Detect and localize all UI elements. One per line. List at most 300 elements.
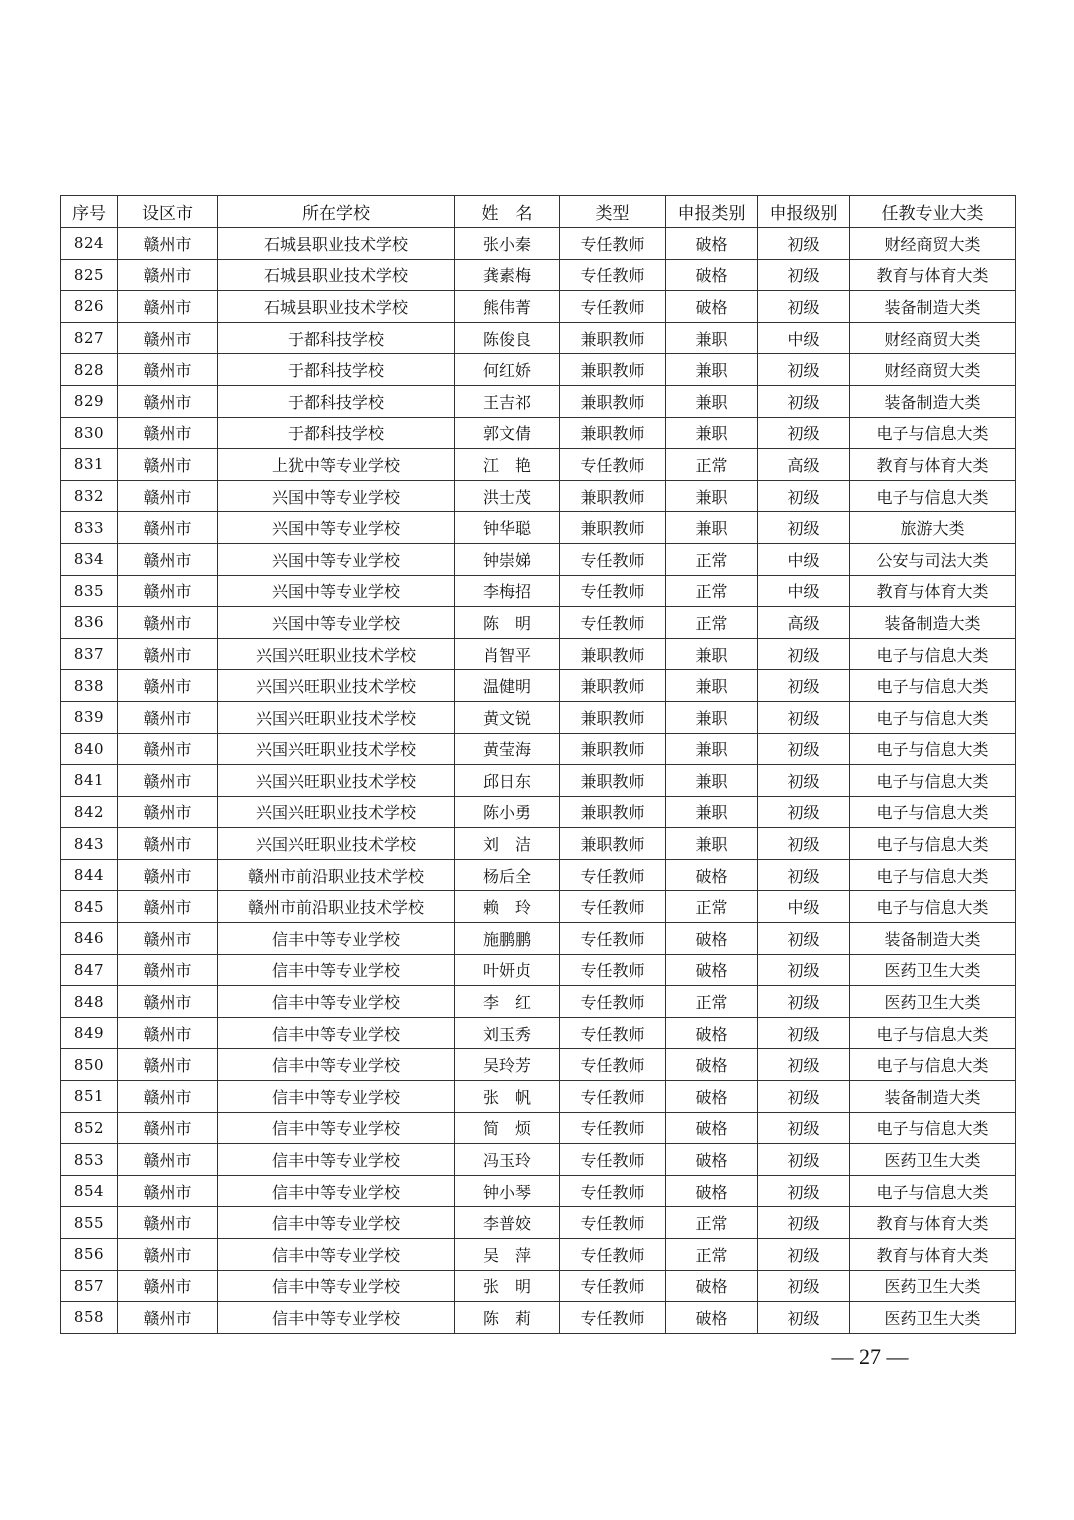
cell-school: 兴国中等专业学校 — [218, 480, 455, 512]
cell-city: 赣州市 — [118, 1270, 218, 1302]
cell-index: 835 — [61, 575, 118, 607]
header-cell-city: 设区市 — [118, 196, 218, 228]
cell-school: 于都科技学校 — [218, 385, 455, 417]
table-row — [61, 986, 1016, 1018]
cell-type: 专任教师 — [560, 1175, 666, 1207]
cell-type: 专任教师 — [560, 607, 666, 639]
cell-index: 838 — [61, 670, 118, 702]
table-row — [61, 385, 1016, 417]
cell-category: 兼职 — [666, 354, 758, 386]
cell-type: 专任教师 — [560, 1207, 666, 1239]
cell-school: 信丰中等专业学校 — [218, 1302, 455, 1334]
table-row — [61, 1017, 1016, 1049]
cell-major: 教育与体育大类 — [850, 575, 1016, 607]
cell-category: 破格 — [666, 1049, 758, 1081]
cell-city: 赣州市 — [118, 954, 218, 986]
cell-category: 正常 — [666, 986, 758, 1018]
cell-type: 兼职教师 — [560, 417, 666, 449]
cell-name: 黄莹海 — [455, 733, 560, 765]
cell-level: 初级 — [758, 259, 850, 291]
cell-name: 黄文锐 — [455, 701, 560, 733]
cell-type: 专任教师 — [560, 891, 666, 923]
cell-major: 装备制造大类 — [850, 1081, 1016, 1113]
cell-school: 信丰中等专业学校 — [218, 1081, 455, 1113]
cell-school: 于都科技学校 — [218, 354, 455, 386]
cell-school: 上犹中等专业学校 — [218, 449, 455, 481]
cell-name: 李梅招 — [455, 575, 560, 607]
cell-index: 827 — [61, 322, 118, 354]
cell-index: 842 — [61, 796, 118, 828]
cell-major: 电子与信息大类 — [850, 1017, 1016, 1049]
cell-level: 初级 — [758, 385, 850, 417]
table-row — [61, 322, 1016, 354]
cell-type: 专任教师 — [560, 543, 666, 575]
cell-level: 初级 — [758, 701, 850, 733]
cell-city: 赣州市 — [118, 986, 218, 1018]
cell-level: 初级 — [758, 796, 850, 828]
cell-type: 兼职教师 — [560, 354, 666, 386]
cell-level: 初级 — [758, 480, 850, 512]
cell-category: 兼职 — [666, 417, 758, 449]
cell-index: 847 — [61, 954, 118, 986]
cell-level: 初级 — [758, 1081, 850, 1113]
cell-major: 电子与信息大类 — [850, 1175, 1016, 1207]
table-body — [61, 228, 1016, 1334]
cell-type: 专任教师 — [560, 228, 666, 260]
cell-major: 教育与体育大类 — [850, 1239, 1016, 1271]
cell-index: 854 — [61, 1175, 118, 1207]
cell-level: 初级 — [758, 670, 850, 702]
cell-city: 赣州市 — [118, 259, 218, 291]
cell-category: 兼职 — [666, 701, 758, 733]
cell-level: 高级 — [758, 607, 850, 639]
cell-level: 初级 — [758, 228, 850, 260]
cell-school: 兴国兴旺职业技术学校 — [218, 638, 455, 670]
cell-name: 李普姣 — [455, 1207, 560, 1239]
cell-category: 兼职 — [666, 670, 758, 702]
table-row — [61, 701, 1016, 733]
header-cell-name: 姓 名 — [455, 196, 560, 228]
header-cell-level: 申报级别 — [758, 196, 850, 228]
table-row — [61, 543, 1016, 575]
cell-major: 电子与信息大类 — [850, 859, 1016, 891]
table-row — [61, 1144, 1016, 1176]
cell-school: 信丰中等专业学校 — [218, 1239, 455, 1271]
cell-city: 赣州市 — [118, 765, 218, 797]
cell-name: 肖智平 — [455, 638, 560, 670]
cell-index: 836 — [61, 607, 118, 639]
cell-level: 初级 — [758, 954, 850, 986]
cell-type: 专任教师 — [560, 1017, 666, 1049]
cell-major: 财经商贸大类 — [850, 322, 1016, 354]
cell-major: 电子与信息大类 — [850, 733, 1016, 765]
cell-index: 831 — [61, 449, 118, 481]
cell-city: 赣州市 — [118, 1239, 218, 1271]
cell-category: 正常 — [666, 449, 758, 481]
cell-level: 初级 — [758, 1049, 850, 1081]
cell-index: 846 — [61, 923, 118, 955]
cell-school: 兴国中等专业学校 — [218, 543, 455, 575]
table-row — [61, 828, 1016, 860]
cell-school: 于都科技学校 — [218, 417, 455, 449]
cell-category: 正常 — [666, 607, 758, 639]
cell-city: 赣州市 — [118, 796, 218, 828]
cell-school: 兴国兴旺职业技术学校 — [218, 670, 455, 702]
cell-index: 825 — [61, 259, 118, 291]
cell-index: 848 — [61, 986, 118, 1018]
cell-level: 初级 — [758, 1207, 850, 1239]
cell-city: 赣州市 — [118, 1175, 218, 1207]
cell-level: 初级 — [758, 733, 850, 765]
cell-level: 初级 — [758, 828, 850, 860]
cell-type: 专任教师 — [560, 1081, 666, 1113]
cell-index: 824 — [61, 228, 118, 260]
table-row — [61, 891, 1016, 923]
cell-level: 中级 — [758, 575, 850, 607]
cell-city: 赣州市 — [118, 859, 218, 891]
cell-school: 赣州市前沿职业技术学校 — [218, 891, 455, 923]
cell-category: 正常 — [666, 891, 758, 923]
cell-category: 正常 — [666, 1207, 758, 1239]
cell-city: 赣州市 — [118, 733, 218, 765]
cell-level: 初级 — [758, 986, 850, 1018]
table-header-row — [61, 196, 1016, 228]
cell-school: 赣州市前沿职业技术学校 — [218, 859, 455, 891]
cell-school: 兴国中等专业学校 — [218, 607, 455, 639]
cell-name: 简 烦 — [455, 1112, 560, 1144]
cell-index: 853 — [61, 1144, 118, 1176]
cell-school: 信丰中等专业学校 — [218, 1144, 455, 1176]
cell-level: 初级 — [758, 765, 850, 797]
cell-category: 兼职 — [666, 480, 758, 512]
cell-city: 赣州市 — [118, 1017, 218, 1049]
table-row — [61, 670, 1016, 702]
table-row — [61, 480, 1016, 512]
cell-major: 电子与信息大类 — [850, 670, 1016, 702]
cell-type: 兼职教师 — [560, 512, 666, 544]
cell-level: 初级 — [758, 1239, 850, 1271]
cell-category: 破格 — [666, 1175, 758, 1207]
cell-index: 858 — [61, 1302, 118, 1334]
cell-major: 医药卫生大类 — [850, 1144, 1016, 1176]
cell-major: 装备制造大类 — [850, 291, 1016, 323]
table-row — [61, 259, 1016, 291]
cell-category: 破格 — [666, 954, 758, 986]
cell-school: 信丰中等专业学校 — [218, 986, 455, 1018]
cell-level: 初级 — [758, 354, 850, 386]
cell-category: 破格 — [666, 1302, 758, 1334]
cell-level: 初级 — [758, 638, 850, 670]
cell-category: 破格 — [666, 259, 758, 291]
table-row — [61, 417, 1016, 449]
cell-city: 赣州市 — [118, 1144, 218, 1176]
cell-city: 赣州市 — [118, 385, 218, 417]
cell-name: 刘 洁 — [455, 828, 560, 860]
cell-index: 855 — [61, 1207, 118, 1239]
cell-name: 叶妍贞 — [455, 954, 560, 986]
cell-school: 信丰中等专业学校 — [218, 1049, 455, 1081]
cell-level: 初级 — [758, 859, 850, 891]
cell-city: 赣州市 — [118, 670, 218, 702]
cell-name: 陈 莉 — [455, 1302, 560, 1334]
cell-level: 初级 — [758, 1302, 850, 1334]
cell-school: 兴国兴旺职业技术学校 — [218, 765, 455, 797]
table-row — [61, 1302, 1016, 1334]
cell-index: 839 — [61, 701, 118, 733]
cell-name: 龚素梅 — [455, 259, 560, 291]
cell-type: 专任教师 — [560, 954, 666, 986]
cell-city: 赣州市 — [118, 607, 218, 639]
cell-level: 中级 — [758, 543, 850, 575]
cell-category: 兼职 — [666, 638, 758, 670]
table-row — [61, 607, 1016, 639]
cell-school: 兴国兴旺职业技术学校 — [218, 828, 455, 860]
cell-major: 电子与信息大类 — [850, 765, 1016, 797]
table-row — [61, 449, 1016, 481]
cell-school: 信丰中等专业学校 — [218, 1207, 455, 1239]
cell-category: 兼职 — [666, 828, 758, 860]
cell-index: 845 — [61, 891, 118, 923]
cell-index: 830 — [61, 417, 118, 449]
cell-type: 专任教师 — [560, 259, 666, 291]
cell-type: 专任教师 — [560, 1049, 666, 1081]
cell-city: 赣州市 — [118, 354, 218, 386]
cell-city: 赣州市 — [118, 575, 218, 607]
cell-city: 赣州市 — [118, 543, 218, 575]
cell-major: 电子与信息大类 — [850, 417, 1016, 449]
cell-index: 850 — [61, 1049, 118, 1081]
table-row — [61, 638, 1016, 670]
cell-index: 851 — [61, 1081, 118, 1113]
cell-name: 陈 明 — [455, 607, 560, 639]
header-cell-index: 序号 — [61, 196, 118, 228]
cell-type: 兼职教师 — [560, 701, 666, 733]
cell-name: 赖 玲 — [455, 891, 560, 923]
cell-city: 赣州市 — [118, 228, 218, 260]
cell-major: 医药卫生大类 — [850, 1302, 1016, 1334]
table-row — [61, 1239, 1016, 1271]
cell-major: 财经商贸大类 — [850, 228, 1016, 260]
cell-category: 破格 — [666, 859, 758, 891]
cell-city: 赣州市 — [118, 322, 218, 354]
cell-name: 钟崇娣 — [455, 543, 560, 575]
cell-school: 信丰中等专业学校 — [218, 923, 455, 955]
cell-name: 李 红 — [455, 986, 560, 1018]
cell-school: 信丰中等专业学校 — [218, 954, 455, 986]
cell-index: 828 — [61, 354, 118, 386]
cell-city: 赣州市 — [118, 1112, 218, 1144]
cell-name: 洪士茂 — [455, 480, 560, 512]
cell-category: 正常 — [666, 575, 758, 607]
cell-category: 兼职 — [666, 322, 758, 354]
cell-level: 初级 — [758, 1270, 850, 1302]
cell-type: 兼职教师 — [560, 733, 666, 765]
cell-name: 张 明 — [455, 1270, 560, 1302]
cell-type: 专任教师 — [560, 1144, 666, 1176]
cell-index: 852 — [61, 1112, 118, 1144]
cell-category: 兼职 — [666, 796, 758, 828]
cell-school: 石城县职业技术学校 — [218, 291, 455, 323]
cell-level: 初级 — [758, 1144, 850, 1176]
cell-city: 赣州市 — [118, 1207, 218, 1239]
cell-level: 初级 — [758, 512, 850, 544]
cell-category: 正常 — [666, 543, 758, 575]
cell-index: 856 — [61, 1239, 118, 1271]
cell-major: 公安与司法大类 — [850, 543, 1016, 575]
cell-name: 温健明 — [455, 670, 560, 702]
cell-type: 专任教师 — [560, 1302, 666, 1334]
cell-type: 兼职教师 — [560, 480, 666, 512]
cell-major: 电子与信息大类 — [850, 480, 1016, 512]
cell-school: 石城县职业技术学校 — [218, 259, 455, 291]
cell-name: 吴玲芳 — [455, 1049, 560, 1081]
cell-name: 陈小勇 — [455, 796, 560, 828]
cell-name: 刘玉秀 — [455, 1017, 560, 1049]
header-cell-major: 任教专业大类 — [850, 196, 1016, 228]
cell-school: 石城县职业技术学校 — [218, 228, 455, 260]
cell-type: 专任教师 — [560, 986, 666, 1018]
cell-category: 破格 — [666, 1270, 758, 1302]
table-row — [61, 1112, 1016, 1144]
cell-category: 破格 — [666, 291, 758, 323]
cell-school: 信丰中等专业学校 — [218, 1017, 455, 1049]
table-row — [61, 954, 1016, 986]
cell-city: 赣州市 — [118, 1081, 218, 1113]
cell-school: 信丰中等专业学校 — [218, 1112, 455, 1144]
cell-category: 破格 — [666, 1112, 758, 1144]
cell-type: 兼职教师 — [560, 828, 666, 860]
cell-type: 兼职教师 — [560, 765, 666, 797]
table-row — [61, 1270, 1016, 1302]
cell-level: 中级 — [758, 891, 850, 923]
cell-category: 兼职 — [666, 765, 758, 797]
cell-type: 专任教师 — [560, 1112, 666, 1144]
cell-major: 电子与信息大类 — [850, 828, 1016, 860]
cell-category: 兼职 — [666, 385, 758, 417]
cell-major: 装备制造大类 — [850, 385, 1016, 417]
cell-index: 857 — [61, 1270, 118, 1302]
cell-school: 兴国中等专业学校 — [218, 575, 455, 607]
cell-major: 医药卫生大类 — [850, 986, 1016, 1018]
cell-name: 张 帆 — [455, 1081, 560, 1113]
cell-major: 电子与信息大类 — [850, 701, 1016, 733]
cell-name: 冯玉玲 — [455, 1144, 560, 1176]
cell-name: 张小秦 — [455, 228, 560, 260]
cell-major: 电子与信息大类 — [850, 1112, 1016, 1144]
table-row — [61, 1049, 1016, 1081]
cell-level: 初级 — [758, 923, 850, 955]
cell-type: 兼职教师 — [560, 796, 666, 828]
table-row — [61, 923, 1016, 955]
cell-level: 初级 — [758, 1112, 850, 1144]
cell-category: 破格 — [666, 1144, 758, 1176]
cell-school: 兴国兴旺职业技术学校 — [218, 733, 455, 765]
header-cell-type: 类型 — [560, 196, 666, 228]
table-row — [61, 1175, 1016, 1207]
cell-major: 医药卫生大类 — [850, 954, 1016, 986]
cell-name: 邱日东 — [455, 765, 560, 797]
cell-city: 赣州市 — [118, 1049, 218, 1081]
cell-index: 834 — [61, 543, 118, 575]
cell-index: 826 — [61, 291, 118, 323]
table-row — [61, 859, 1016, 891]
cell-city: 赣州市 — [118, 480, 218, 512]
cell-type: 兼职教师 — [560, 670, 666, 702]
cell-category: 破格 — [666, 228, 758, 260]
cell-name: 吴 萍 — [455, 1239, 560, 1271]
cell-category: 兼职 — [666, 733, 758, 765]
table-row — [61, 765, 1016, 797]
table-row — [61, 575, 1016, 607]
cell-major: 教育与体育大类 — [850, 449, 1016, 481]
cell-level: 中级 — [758, 322, 850, 354]
table-row — [61, 733, 1016, 765]
cell-school: 于都科技学校 — [218, 322, 455, 354]
cell-name: 王吉祁 — [455, 385, 560, 417]
table-row — [61, 228, 1016, 260]
cell-index: 833 — [61, 512, 118, 544]
table-row — [61, 291, 1016, 323]
cell-major: 财经商贸大类 — [850, 354, 1016, 386]
cell-school: 兴国兴旺职业技术学校 — [218, 701, 455, 733]
cell-level: 初级 — [758, 417, 850, 449]
cell-major: 电子与信息大类 — [850, 1049, 1016, 1081]
cell-level: 初级 — [758, 1175, 850, 1207]
cell-category: 破格 — [666, 1017, 758, 1049]
cell-major: 装备制造大类 — [850, 607, 1016, 639]
cell-city: 赣州市 — [118, 701, 218, 733]
cell-category: 兼职 — [666, 512, 758, 544]
table-row — [61, 1207, 1016, 1239]
cell-major: 旅游大类 — [850, 512, 1016, 544]
cell-index: 844 — [61, 859, 118, 891]
cell-city: 赣州市 — [118, 449, 218, 481]
cell-index: 843 — [61, 828, 118, 860]
cell-school: 兴国兴旺职业技术学校 — [218, 796, 455, 828]
cell-index: 841 — [61, 765, 118, 797]
header-cell-category: 申报类别 — [666, 196, 758, 228]
cell-name: 江 艳 — [455, 449, 560, 481]
table-row — [61, 796, 1016, 828]
cell-index: 832 — [61, 480, 118, 512]
cell-city: 赣州市 — [118, 923, 218, 955]
page-number: — 27 — — [831, 1344, 909, 1369]
cell-city: 赣州市 — [118, 828, 218, 860]
table-row — [61, 512, 1016, 544]
cell-major: 电子与信息大类 — [850, 638, 1016, 670]
cell-city: 赣州市 — [118, 512, 218, 544]
cell-school: 信丰中等专业学校 — [218, 1270, 455, 1302]
cell-major: 装备制造大类 — [850, 923, 1016, 955]
cell-city: 赣州市 — [118, 891, 218, 923]
cell-name: 杨后全 — [455, 859, 560, 891]
cell-name: 何红娇 — [455, 354, 560, 386]
cell-name: 施鹏鹏 — [455, 923, 560, 955]
cell-name: 郭文倩 — [455, 417, 560, 449]
header-cell-school: 所在学校 — [218, 196, 455, 228]
cell-major: 医药卫生大类 — [850, 1270, 1016, 1302]
cell-city: 赣州市 — [118, 291, 218, 323]
teacher-list-table — [60, 195, 1016, 1334]
cell-index: 837 — [61, 638, 118, 670]
cell-type: 兼职教师 — [560, 322, 666, 354]
cell-name: 钟小琴 — [455, 1175, 560, 1207]
cell-level: 高级 — [758, 449, 850, 481]
cell-type: 兼职教师 — [560, 638, 666, 670]
cell-major: 电子与信息大类 — [850, 796, 1016, 828]
cell-type: 兼职教师 — [560, 385, 666, 417]
cell-index: 840 — [61, 733, 118, 765]
